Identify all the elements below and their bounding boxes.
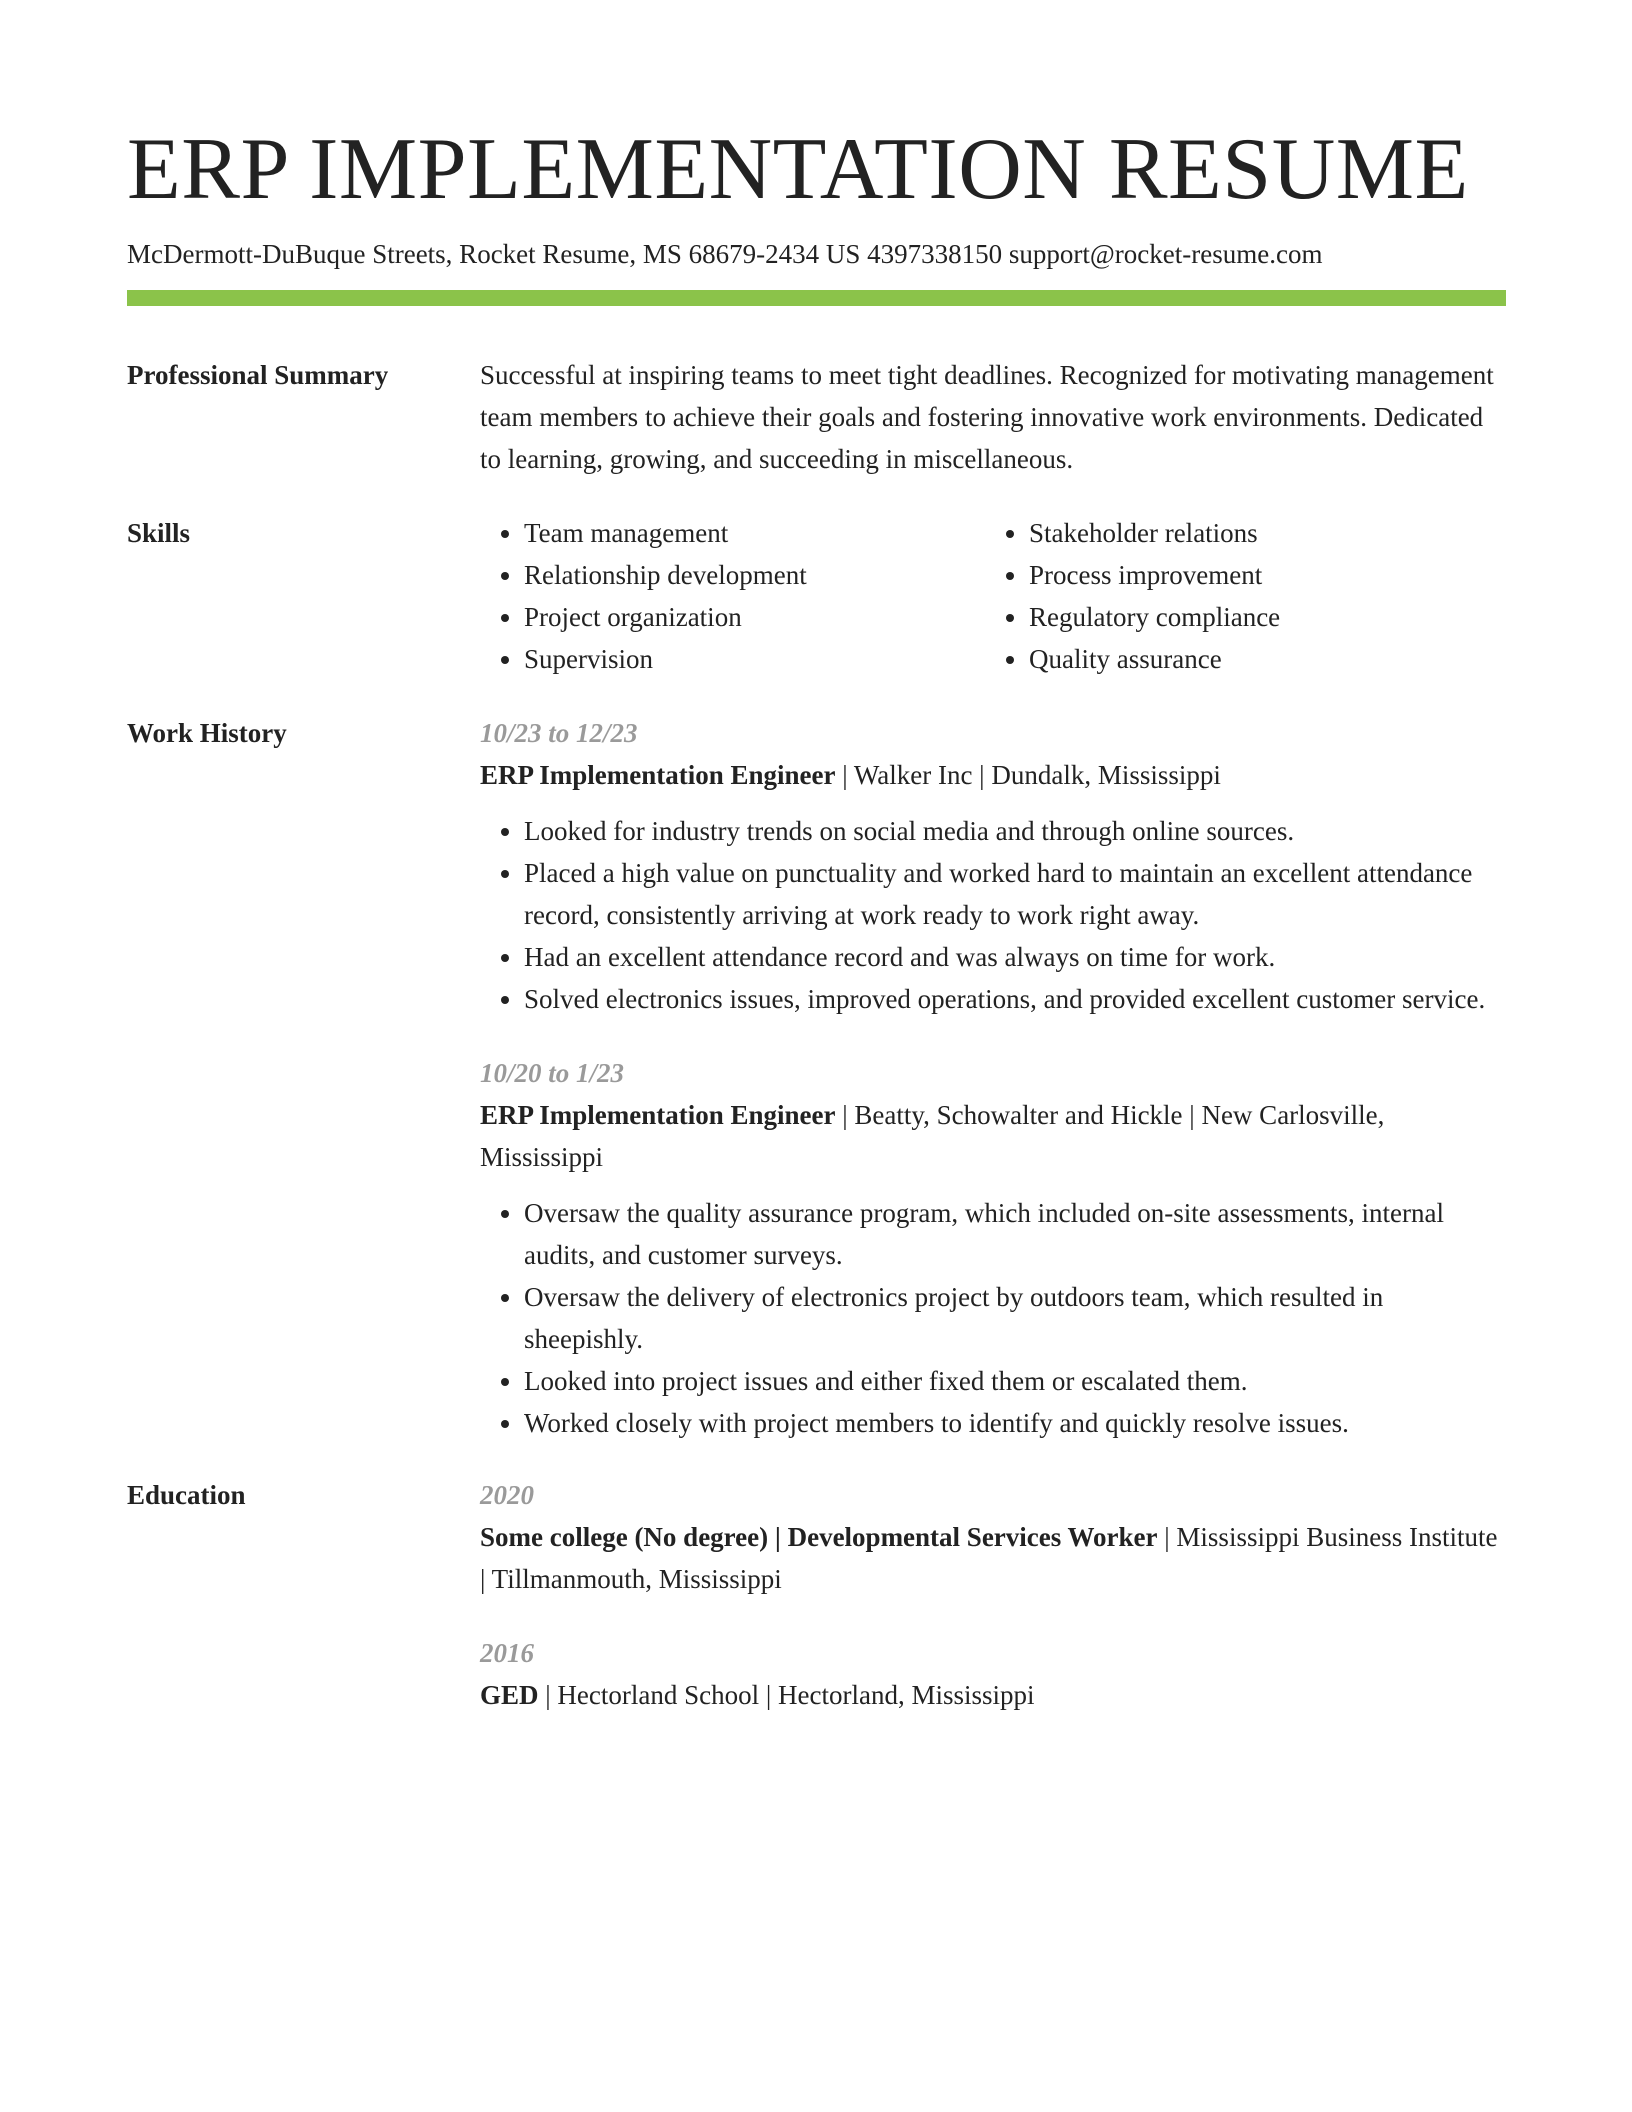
skill-item: • Stakeholder relations <box>1029 512 1506 554</box>
section-label-skills: Skills <box>127 518 191 548</box>
skills-list-right <box>985 512 1506 680</box>
job-bullet: • Oversaw the delivery of electronics project by outdoors team, which resulted in sheepishly. <box>524 1276 1506 1360</box>
education-year: 2016 <box>480 1638 534 1668</box>
education-degree: GED <box>480 1680 539 1710</box>
job-dates: 10/23 to 12/23 <box>480 718 638 748</box>
work-history-body <box>480 712 1506 1444</box>
education-school-location: | Hectorland School | Hectorland, Mississippi <box>538 1680 1035 1710</box>
job-entry <box>480 712 1506 1020</box>
job-employer-location: | Walker Inc | Dundalk, Mississippi <box>835 760 1221 790</box>
skill-item: • Supervision <box>524 638 985 680</box>
education-body <box>480 1474 1506 1716</box>
work-history-section <box>127 712 1506 1444</box>
education-year: 2020 <box>480 1480 534 1510</box>
summary-text: Successful at inspiring teams to meet tight deadlines. Recognized for motivating management team members to achieve their goals and fostering innovative work environments. Dedicated to learning, growing, and succeeding in miscellaneous. <box>480 360 1494 474</box>
job-bullet: • Looked into project issues and either fixed them or escalated them. <box>524 1360 1506 1402</box>
resume-title: ERP IMPLEMENTATION RESUME <box>127 121 1469 218</box>
job-role-line <box>480 1094 1506 1178</box>
skill-item: • Quality assurance <box>1029 638 1506 680</box>
job-bullet: • Solved electronics issues, improved operations, and provided excellent customer service. <box>524 978 1506 1020</box>
education-school-location: | Mississippi Business Institute | Tillmanmouth, Mississippi <box>480 1522 1498 1594</box>
skill-item: • Regulatory compliance <box>1029 596 1506 638</box>
job-bullet: • Placed a high value on punctuality and worked hard to maintain an excellent attendance record, consistently arriving at work ready to work right away. <box>524 852 1506 936</box>
job-role-line <box>480 754 1506 796</box>
job-bullet: • Had an excellent attendance record and was always on time for work. <box>524 936 1506 978</box>
education-entry <box>480 1632 1506 1716</box>
skills-section <box>127 512 1506 680</box>
skill-item: • Project organization <box>524 596 985 638</box>
contact-line: McDermott-DuBuque Streets, Rocket Resume, MS 68679-2434 US 4397338150 support@rocket-resume.com <box>127 239 1323 269</box>
education-section <box>127 1474 1506 1716</box>
job-employer-location: | Beatty, Schowalter and Hickle | New Carlosville, Mississippi <box>480 1100 1385 1172</box>
education-line <box>480 1674 1506 1716</box>
section-label-education: Education <box>127 1480 246 1510</box>
education-degree: Some college (No degree) | Developmental Services Worker <box>480 1522 1158 1552</box>
job-bullet: • Worked closely with project members to identify and quickly resolve issues. <box>524 1402 1506 1444</box>
resume-page <box>127 118 1506 1716</box>
job-dates: 10/20 to 1/23 <box>480 1058 625 1088</box>
section-label-summary: Professional Summary <box>127 360 389 390</box>
job-bullets <box>480 810 1506 1020</box>
job-bullet: • Looked for industry trends on social media and through online sources. <box>524 810 1506 852</box>
education-line <box>480 1516 1506 1600</box>
job-title: ERP Implementation Engineer <box>480 760 836 790</box>
education-entry <box>480 1474 1506 1600</box>
skills-list-left <box>480 512 985 680</box>
skill-item: • Process improvement <box>1029 554 1506 596</box>
section-label-work-history: Work History <box>127 718 287 748</box>
job-bullets <box>480 1192 1506 1444</box>
skill-item: • Team management <box>524 512 985 554</box>
summary-section <box>127 354 1506 480</box>
skills-grid <box>480 512 1506 680</box>
job-entry <box>480 1052 1506 1444</box>
job-bullet: • Oversaw the quality assurance program, which included on-site assessments, internal audits, and customer surveys. <box>524 1192 1506 1276</box>
accent-divider <box>127 290 1506 306</box>
skill-item: • Relationship development <box>524 554 985 596</box>
job-title: ERP Implementation Engineer <box>480 1100 836 1130</box>
